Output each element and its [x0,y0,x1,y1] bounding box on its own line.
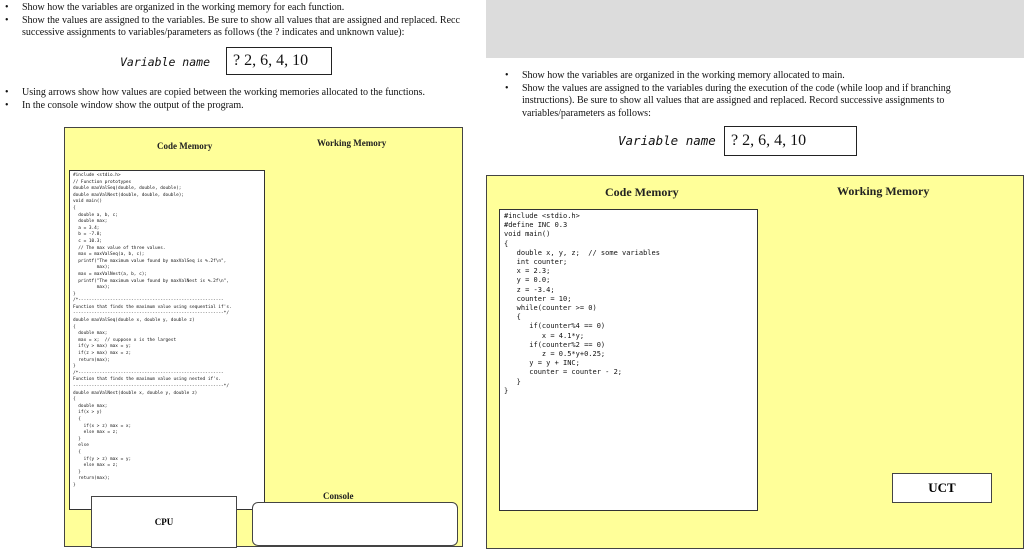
right-bullet-line1: Show the values are assigned to the variables during the execution of the code (while loop and if branching [522,82,951,94]
code-line: max = maxValNest(a, b, c); [73,271,148,277]
code-line: /*------------------------------------------------------- [73,370,224,376]
left-variable-name-label: Variable name [120,55,211,69]
right-bullet-line2: instructions). Be sure to show all values that are assigned and replaced. Record successive assignments to [522,95,945,106]
code-line: max = maxValSeq(a, b, c); [73,252,145,258]
code-line: int counter; [504,258,568,267]
code-line: counter = counter - 2; [504,368,623,377]
code-line: max); [73,285,111,291]
code-line: } [73,482,76,488]
left-memory-diagram [64,127,463,547]
code-line: return(max); [73,476,111,482]
code-line: counter = 10; [504,294,572,303]
left-code-memory-box [69,170,265,510]
right-uct-box [892,473,992,503]
code-line: { [73,205,76,211]
code-line: else max = z; [73,463,118,469]
left-instructions-top [0,2,486,40]
code-line: z = -3.4; [504,285,555,294]
left-bullet-arrows: • Using arrows show how values are copied between the working memories allocated to the functions. [0,87,486,100]
code-line: } [504,377,521,386]
code-line: printf("The maximum value found by maxValSeq is %.2f\n", [73,258,227,264]
code-line: if(x > z) max = x; [73,423,132,429]
code-line: if(counter%2 == 0) [504,340,606,349]
code-line: max = x; // suppose x is the largest [73,337,177,343]
code-line: b = -7.8; [73,232,103,238]
code-line: } [73,436,81,442]
right-code-memory-title: Code Memory [605,185,679,199]
code-line: x = 4.1*y; [504,331,585,340]
code-line: while(counter >= 0) [504,304,597,313]
right-bullet-assignments [500,83,1020,121]
code-line: return(max); [73,357,111,363]
code-line: printf("The maximum value found by maxValNest is %.2f\n", [73,278,229,284]
right-code-memory-box [499,209,758,511]
code-line: /*------------------------------------------------------- [73,298,224,304]
code-line: max); [73,265,111,271]
code-line: x = 2.3; [504,267,551,276]
right-document-page [486,58,1024,549]
code-line: double maxValSeq(double, double, double); [73,186,182,192]
code-line: double max; [73,219,108,225]
left-working-memory-title: Working Memory [317,138,387,148]
left-console-box [252,502,458,546]
code-line: double a, b, c; [73,212,118,218]
left-variable-example: ? 2, 6, 4, 10 [233,52,309,69]
code-line: if(y > z) max = y; [73,456,132,462]
code-line: if(z > max) max = z; [73,351,132,357]
left-document-page [0,0,486,549]
left-cpu-box [91,496,237,548]
code-line: // Function prototypes [73,179,132,185]
code-line: ---------------------------------------------------------*/ [73,311,229,317]
code-line: else max = z; [73,430,118,436]
code-line: double x, y, z; // some variables [504,248,660,257]
left-bullet-organization: • Show how the variables are organized in the working memory for each function. [0,2,486,15]
code-line: } [73,469,81,475]
left-cpu-label: CPU [154,517,174,527]
code-line: double maxValNest(double, double, double); [73,192,185,198]
code-line: Function that finds the maximum value using nested if's. [73,377,222,383]
code-line: } [73,291,76,297]
code-line: } [504,386,509,395]
right-bullet-line3: variables/parameters as follows: [522,107,651,119]
code-line: #include <stdio.h> [504,212,580,220]
code-line: #include <stdio.h> [73,173,121,178]
code-line: if(x > y) [73,410,103,416]
code-line: { [73,449,81,455]
code-line: { [504,313,521,322]
right-variable-example: ? 2, 6, 4, 10 [731,132,807,149]
left-bullet-assignments-line2: successive assignments to variables/parameters as follows (the ? indicates and unknown value): [22,27,405,38]
code-line: double max; [73,331,108,337]
right-variable-example-box [724,126,857,156]
left-bullet-console: • In the console window show the output of the program. [0,100,486,113]
code-line: c = 10.3; [73,238,103,244]
code-line: if(y > max) max = y; [73,344,132,350]
right-working-memory-title: Working Memory [837,184,930,198]
left-code-memory-title: Code Memory [157,141,213,151]
right-bullet-organization: • Show how the variables are organized in the working memory allocated to main. [500,70,1020,83]
code-line: // The max value of three values. [73,245,166,251]
code-line: #define INC 0.3 [504,221,568,230]
code-line: } [73,364,76,370]
code-line: y = y + INC; [504,359,580,368]
left-instructions-mid [0,87,486,112]
code-line: if(counter%4 == 0) [504,322,606,331]
left-console-title: Console [323,491,354,501]
code-line: z = 0.5*y+0.25; [504,350,606,359]
code-line: { [73,397,76,403]
code-line: a = 3.4; [73,225,100,231]
left-bullet-assignments [0,15,486,40]
code-line: Function that finds the maximum value using sequential if's. [73,304,232,310]
code-line: double maxValNest(double x, double y, double z) [73,390,198,396]
right-uct-label: UCT [928,480,956,495]
code-line: { [73,324,76,330]
code-line: y = 0.0; [504,276,551,285]
code-line: ---------------------------------------------------------*/ [73,384,229,389]
left-bullet-assignments-line1: Show the values are assigned to the variables. Be sure to show all values that are assigned and replaced. Recc [22,14,460,26]
right-variable-name-label: Variable name [618,133,716,148]
code-line: void main() [73,199,103,205]
right-instructions [500,70,1020,120]
code-line: void main() [504,230,551,239]
code-line: { [73,416,81,422]
code-line: double max; [73,403,108,409]
code-line: else [73,443,89,449]
left-variable-example-box [226,47,332,75]
code-line: { [504,239,509,248]
code-line: double maxValSeq(double x, double y, double z) [73,318,195,324]
right-memory-diagram [486,175,1024,549]
